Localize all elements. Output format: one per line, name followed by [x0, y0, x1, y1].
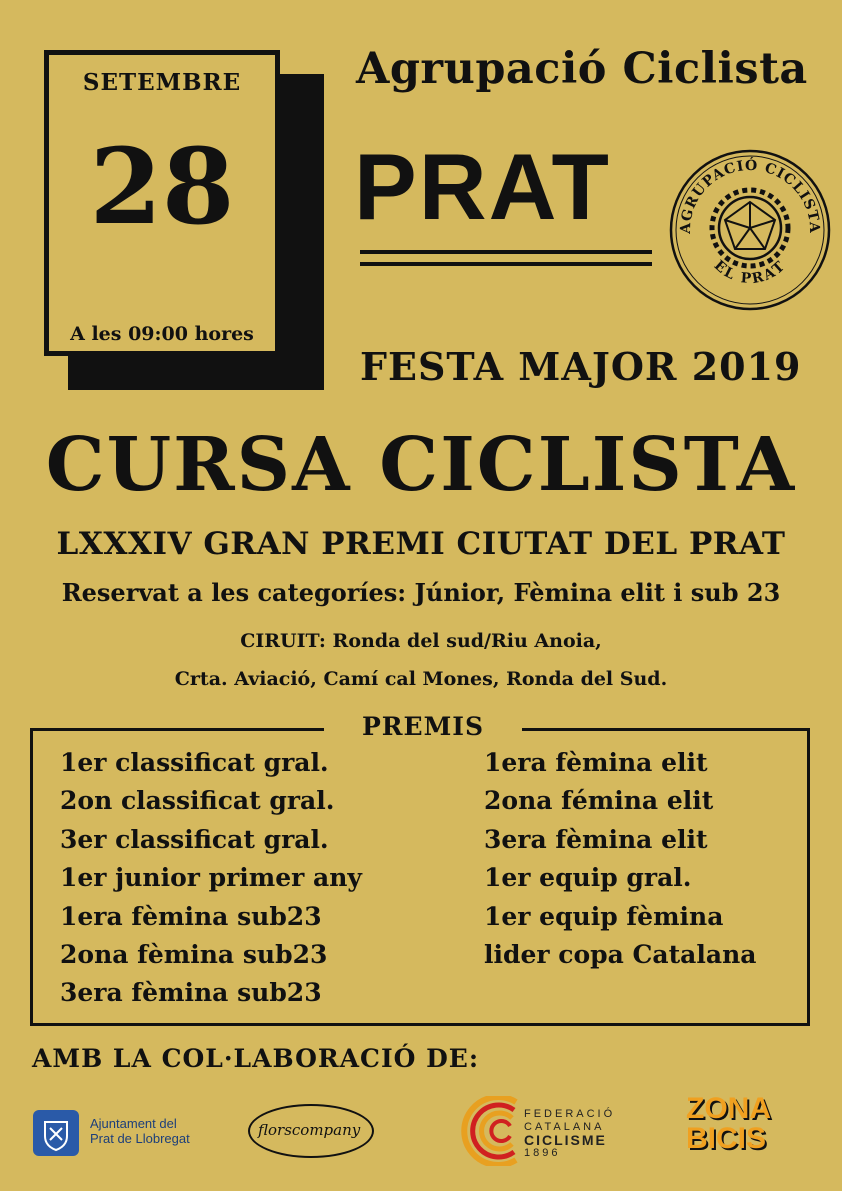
race-title: CURSA CICLISTA	[45, 422, 797, 508]
club-seal-logo	[668, 148, 832, 312]
prize-item: 1era fèmina elit	[484, 748, 708, 777]
zona-line-1: ZONA	[686, 1092, 771, 1125]
organizer-town: PRAT	[354, 134, 611, 239]
calendar-time: A les 09:00 hores	[70, 323, 254, 345]
prizes-left-column	[60, 744, 362, 1013]
florscompany-logo-text: florscompany	[258, 1121, 361, 1139]
circuit-line-2: Crta. Aviació, Camí cal Mones, Ronda del Sud.	[174, 668, 668, 690]
prize-item: 3er classificat gral.	[60, 824, 329, 854]
event-name: FESTA MAJOR 2019	[360, 344, 802, 389]
calendar-day: 28	[89, 125, 235, 248]
federacio-logo-text	[524, 1108, 615, 1160]
ajuntament-logo-icon	[33, 1110, 79, 1156]
ajuntament-line-1: Ajuntament del	[90, 1116, 177, 1131]
ajuntament-line-2: Prat de Llobregat	[90, 1131, 190, 1146]
collaboration-heading: AMB LA COL·LABORACIÓ DE:	[32, 1044, 480, 1073]
seal-top-text: AGRUPACIÓ CICLISTA	[677, 157, 823, 235]
race-categories: Reservat a les categoríes: Júnior, Fèmina elit i sub 23	[61, 578, 781, 607]
prizes-heading: PREMIS	[324, 712, 522, 741]
calendar-block	[44, 50, 280, 356]
race-subtitle: LXXXIV GRAN PREMI CIUTAT DEL PRAT	[56, 526, 786, 562]
federacio-logo-icon	[456, 1096, 520, 1166]
circuit-line-1: CIRUIT: Ronda del sud/Riu Anoia,	[240, 630, 602, 652]
seal-bottom-text: EL PRAT	[710, 257, 790, 288]
zonabicis-logo	[686, 1094, 771, 1154]
prize-item: 1er classificat gral.	[60, 748, 329, 777]
ajuntament-logo-text	[90, 1116, 190, 1146]
prize-item: 2ona fèmina sub23	[60, 940, 328, 970]
prize-item: 1er junior primer any	[60, 863, 362, 893]
divider	[360, 250, 652, 254]
federacio-line-2: CATALANA	[524, 1121, 605, 1133]
calendar-month: SETEMBRE	[82, 69, 242, 96]
prize-item: 2on classificat gral.	[60, 786, 335, 816]
prize-item: 1er equip fèmina	[484, 901, 724, 931]
prizes-right-column	[484, 744, 756, 974]
prize-item: 3era fèmina elit	[484, 824, 708, 854]
federacio-line-1: FEDERACIÓ	[524, 1108, 616, 1120]
prize-item: lider copa Catalana	[484, 940, 757, 970]
prize-item: 1er equip gral.	[484, 863, 692, 893]
divider	[360, 262, 652, 266]
prize-item: 2ona fémina elit	[484, 786, 714, 816]
organizer-name: Agrupació Ciclista	[356, 44, 808, 94]
federacio-line-4: 1896	[524, 1147, 561, 1159]
federacio-line-3: CICLISME	[524, 1132, 607, 1148]
prize-item: 1era fèmina sub23	[60, 901, 322, 931]
zona-line-2: BICIS	[686, 1122, 767, 1155]
chainring-icon	[712, 190, 788, 266]
prize-item: 3era fèmina sub23	[60, 978, 322, 1008]
svg-text:EL PRAT	[711, 258, 790, 288]
